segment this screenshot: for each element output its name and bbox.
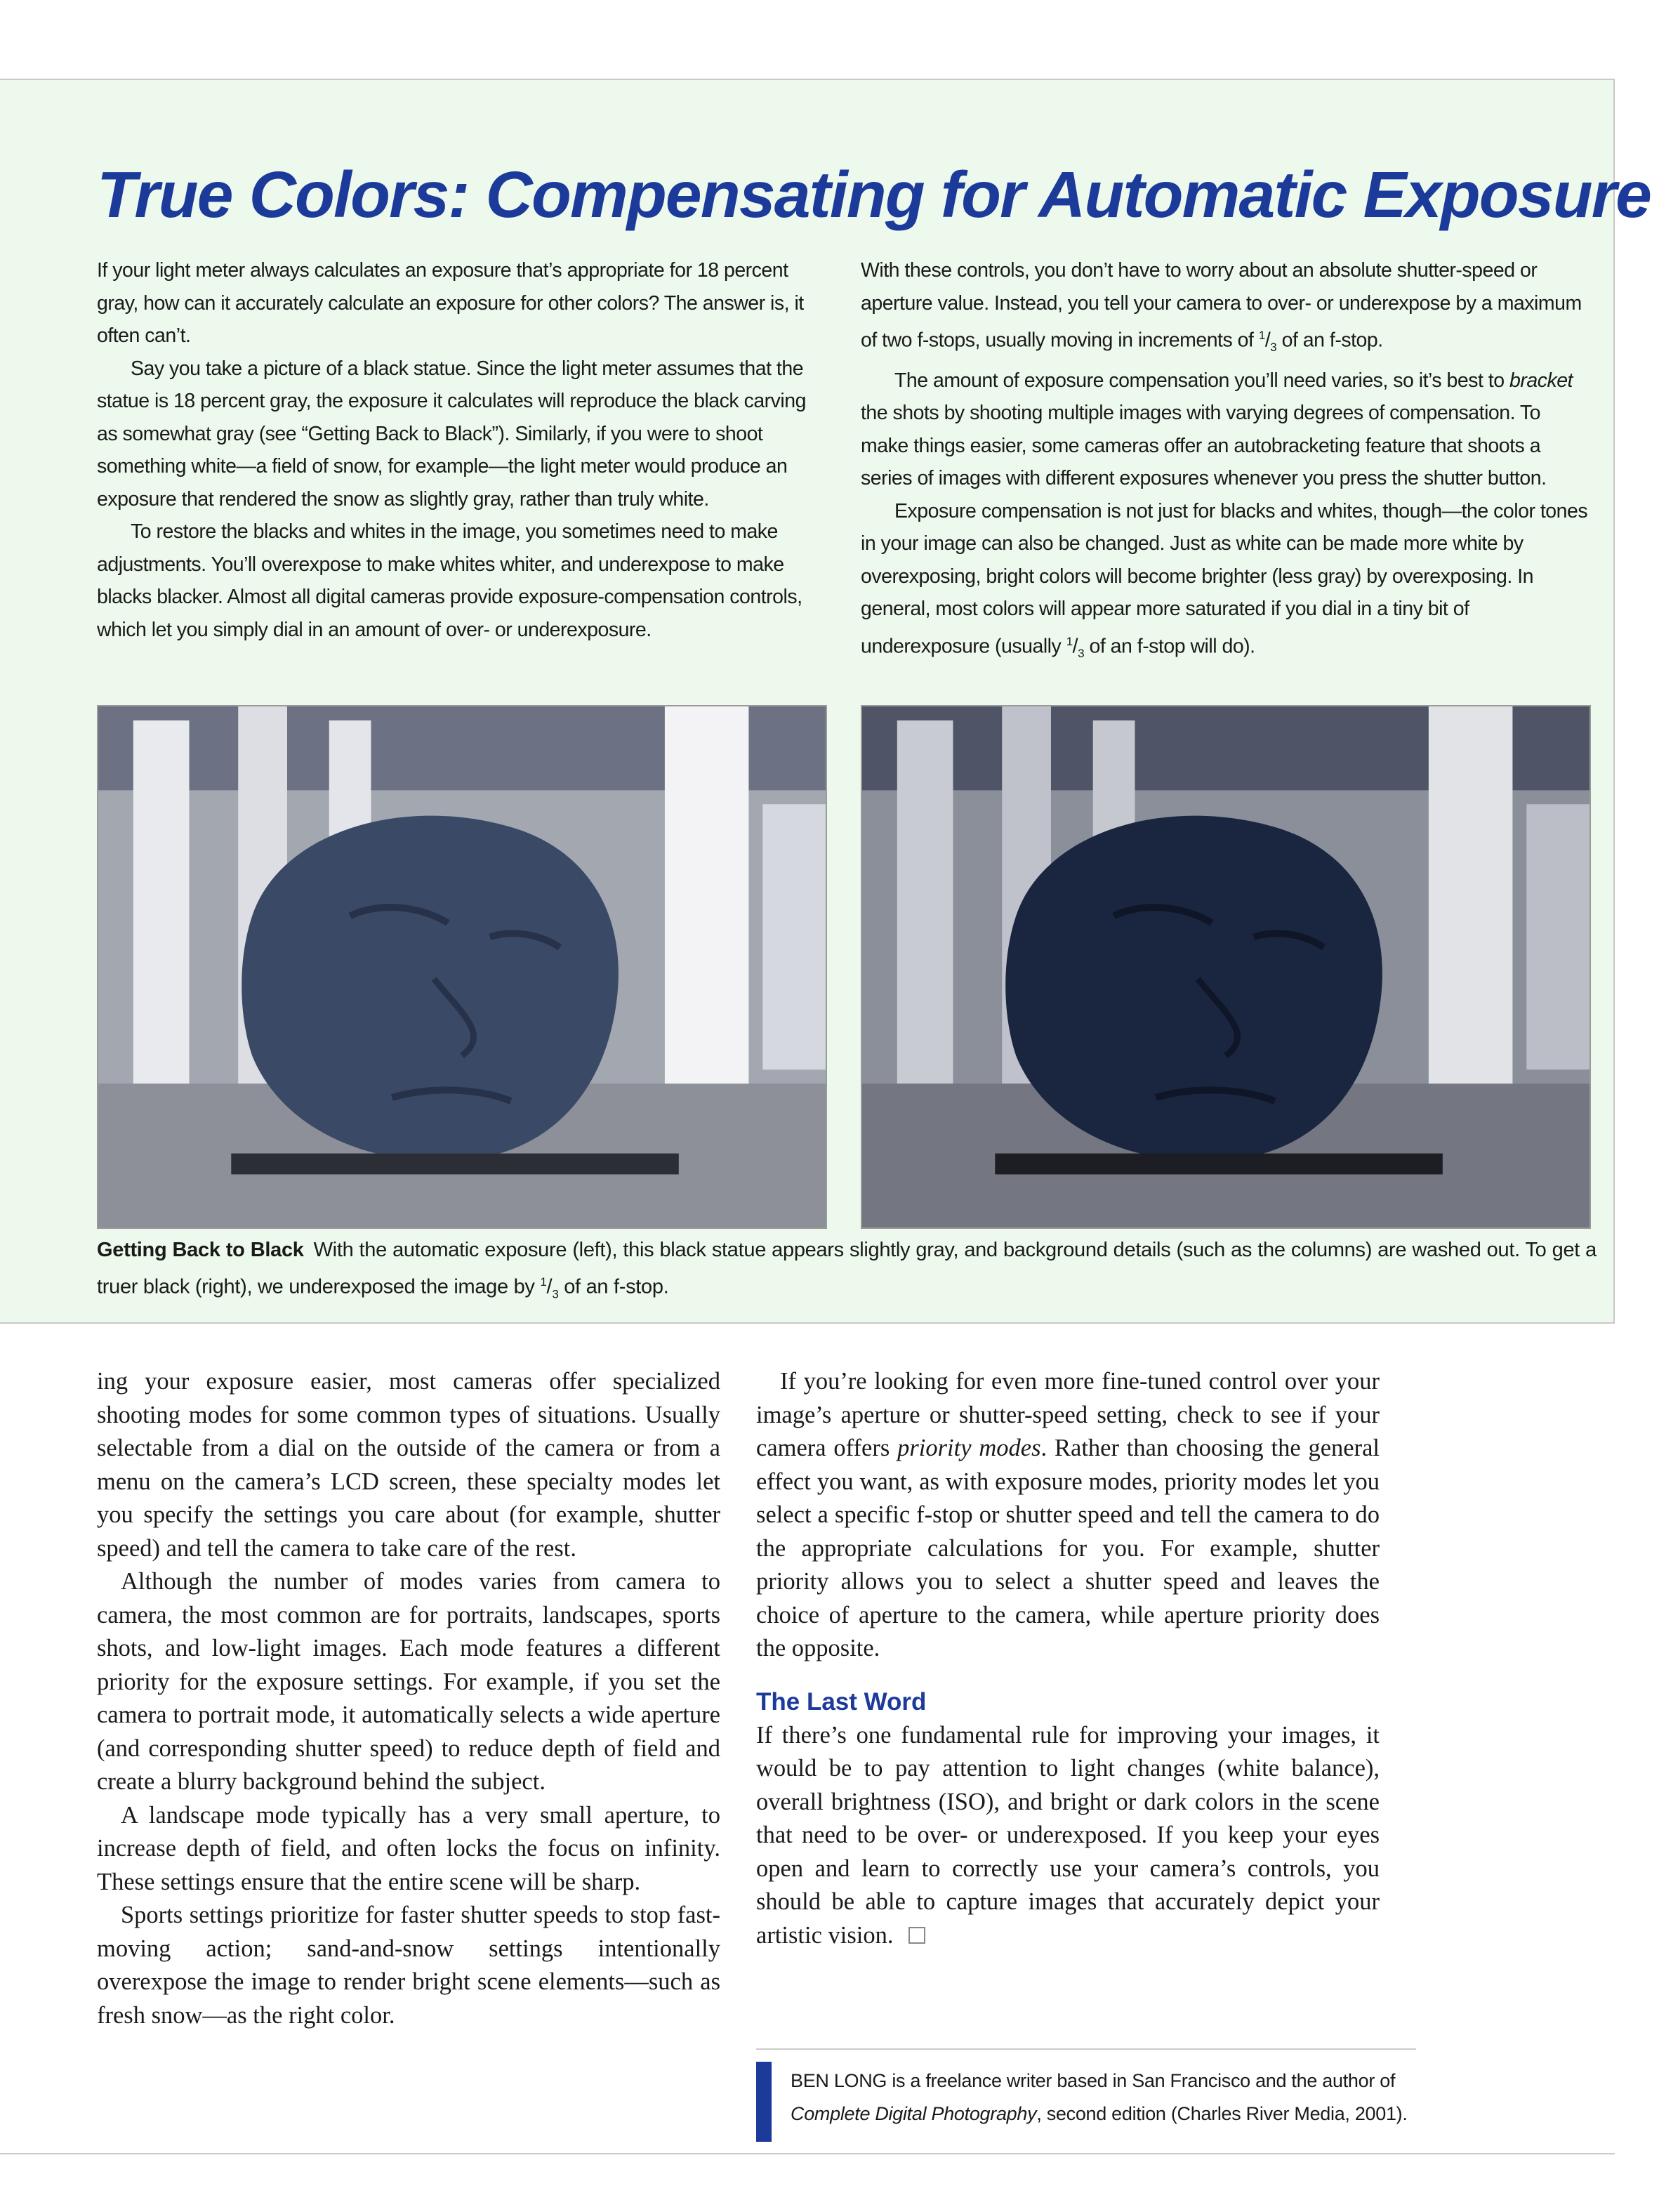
statue-photo-left xyxy=(98,706,826,1227)
statue-photo-right xyxy=(862,706,1589,1227)
end-mark-icon xyxy=(908,1927,925,1944)
body-right-column xyxy=(756,1365,1380,1952)
body-left-column xyxy=(97,1365,720,2032)
photo-auto-exposure xyxy=(97,705,827,1229)
book-title: Complete Digital Photography xyxy=(791,2103,1037,2124)
sidebar-title: True Colors: Compensating for Automatic Exposure xyxy=(97,158,1651,231)
sidebar-paragraph: With these controls, you don’t have to worry about an absolute shutter-speed or aperture value. Instead, you tell your camera to over- or underexpose by a maximum of two f-stops, usually moving in increments of $^1/_3$ of an f-stop. xyxy=(861,259,1582,355)
sidebar-paragraph: The amount of exposure compensation you’ll need varies, so it’s best to bracket the shots by shooting multiple images with varying degrees of compensation. To make things easier, some cameras offer an autobracketing feature that shoots a series of images with different exposures whenever you press the shutter button. xyxy=(861,369,1573,490)
bio-line: Complete Digital Photography, second edition (Charles River Media, 2001). xyxy=(791,2103,1408,2124)
statue-face-left xyxy=(242,816,619,1161)
author-bio xyxy=(791,2065,1422,2131)
caption-title: Getting Back to Black xyxy=(97,1239,304,1261)
photo-underexposed xyxy=(861,705,1591,1229)
bottom-divider xyxy=(0,2153,1615,2154)
body-paragraph: Sports settings prioritize for faster shutter speeds to stop fast-moving action; sand-and-snow settings intentionally overexpose the image to render bright scene elements—such as fresh snow—as the right color. xyxy=(97,1902,720,2029)
statue-face-right xyxy=(1005,816,1382,1161)
bio-accent-bar xyxy=(756,2062,772,2142)
section-heading: The Last Word xyxy=(756,1687,927,1716)
body-paragraph: ing your exposure easier, most cameras offer specialized shooting modes for some common types of situations. Usually selectable from a dial on the outside of the camera or from a menu on the camera’s LCD screen, these specialty modes let you specify the settings you care about (for example, shutter speed) and tell the camera to take care of the rest. xyxy=(97,1368,720,1562)
body-paragraph: If there’s one fundamental rule for improving your images, it would be to pay attention to light changes (white balance), overall brightness (ISO), and bright or dark colors in the scene that need to be over- or underexposed. If you keep your eyes open and learn to correctly use your camera’s controls, you should be able to capture images that accurately depict your artistic vision. xyxy=(756,1721,1380,1949)
sidebar-paragraph: Exposure compensation is not just for blacks and whites, though—the color tones in your image can also be changed. Just as white can be made more white by overexposing, bright colors will become brighter (less gray) by overexposing. In general, most colors will appear more saturated if you dial in a tiny bit of underexposure (usually $^1/_3$ of an f-stop will do). xyxy=(861,499,1588,660)
sidebar-paragraph: To restore the blacks and whites in the image, you sometimes need to make adjustments. You’ll overexpose to make whites whiter, and underexpose to make blacks blacker. Almost all digital cameras provide exposure-compensation controls, which let you simply dial in an amount of over- or underexposure. xyxy=(97,520,802,641)
body-paragraph: A landscape mode typically has a very small aperture, to increase depth of field, and often locks the focus on infinity. These settings ensure that the entire scene will be sharp. xyxy=(97,1801,720,1895)
caption-text: With the automatic exposure (left), this black statue appears slightly gray, and background details (such as the columns) are washed out. To get a truer black (right), we underexposed the image by xyxy=(97,1239,1597,1298)
figure-caption: Getting Back to Black With the automatic exposure (left), this black statue appears slightly gray, and background details (such as the columns) are washed out. To get a truer black (right), we underexposed the image by $^1/_3$ of an f-stop. xyxy=(97,1239,1597,1301)
sidebar-paragraph: If your light meter always calculates an exposure that’s appropriate for 18 percent gray, how can it accurately calculate an exposure for other colors? The answer is, it often can’t. xyxy=(97,259,804,347)
bio-divider xyxy=(756,2048,1416,2050)
body-paragraph: Although the number of modes varies from camera to camera, the most common are for portraits, landscapes, sports shots, and low-light images. Each mode features a different priority for the exposure settings. For example, if you set the camera to portrait mode, it automatically selects a wide aperture (and corresponding shutter speed) to reduce depth of field and create a blurry background behind the subject. xyxy=(97,1568,720,1795)
body-paragraph: If you’re looking for even more fine-tuned control over your image’s aperture or shutter-speed setting, check to see if your camera offers priority modes. Rather than choosing the general effect you want, as with exposure modes, priority modes let you select a specific f-stop or shutter speed and tell the camera to do the appropriate calculations for you. For example, shutter priority allows you to select a shutter speed and leaves the choice of aperture to the camera, while aperture priority does the opposite. xyxy=(756,1368,1380,1661)
sidebar-paragraph: Say you take a picture of a black statue. Since the light meter assumes that the statue is 18 percent gray, the exposure it calculates will reproduce the black carving as somewhat gray (see “Getting Back to Black”). Similarly, if you were to shoot something white—a field of snow, for example—the light meter would produce an exposure that rendered the snow as slightly gray, rather than truly white. xyxy=(97,357,806,511)
sidebar-left-column xyxy=(97,254,827,646)
bio-line: BEN LONG is a freelance writer based in San Francisco and the author of xyxy=(791,2070,1396,2091)
sidebar-right-column xyxy=(861,254,1591,670)
